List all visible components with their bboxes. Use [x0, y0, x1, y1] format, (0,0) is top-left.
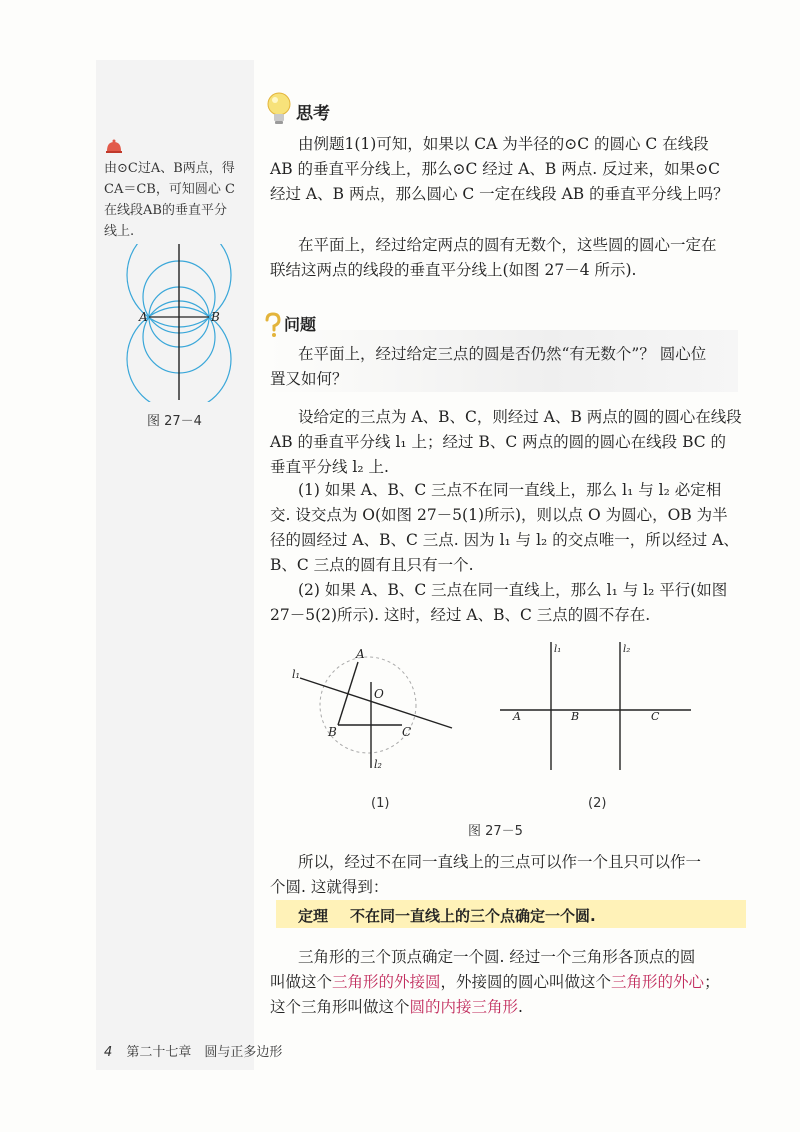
question-mark-icon — [262, 312, 284, 340]
term-circumcenter: 三角形的外心 — [611, 973, 705, 991]
text-line: B、C 三点的圆有且只有一个. — [270, 556, 474, 574]
paragraph-1 — [270, 233, 768, 283]
term-inscribed-triangle: 圆的内接三角形 — [409, 998, 519, 1016]
problem-heading: 问题 — [284, 315, 317, 334]
theorem-text: 不在同一直线上的三个点确定一个圆. — [350, 907, 596, 925]
paragraph-6 — [270, 945, 768, 1020]
paragraph-2 — [270, 405, 768, 480]
term-circumcircle: 三角形的外接圆 — [332, 973, 441, 991]
text-line: 三角形的三个顶点确定一个圆. 经过一个三角形各顶点的圆 — [298, 948, 696, 966]
point-label-b: B — [211, 310, 220, 324]
point-label-o: O — [374, 687, 384, 701]
text-line: 设给定的三点为 A、B、C，则经过 A、B 两点的圆的圆心在线段 — [298, 408, 742, 426]
text-line — [270, 970, 768, 995]
text-run: ； — [704, 973, 720, 991]
sidebar-note-line: 线上. — [104, 224, 135, 239]
paragraph-4 — [270, 578, 768, 628]
figure-27-5-caption: 图 27－5 — [468, 824, 523, 839]
alarm-bell-icon — [104, 138, 124, 154]
theorem-label: 定理 — [298, 907, 329, 925]
text-line: AB 的垂直平分线上，那么⊙C 经过 A、B 两点. 反过来，如果⊙C — [270, 160, 720, 178]
label-l2: l₂ — [623, 644, 631, 655]
text-run: . — [518, 998, 523, 1016]
text-line: 27－5(2)所示). 这时，经过 A、B、C 三点的圆不存在. — [270, 606, 651, 624]
paragraph-3 — [270, 478, 768, 578]
text-line — [270, 995, 768, 1020]
paragraph-5 — [270, 850, 768, 900]
text-line: 在平面上，经过给定三点的圆是否仍然“有无数个”？ 圆心位 — [298, 345, 707, 363]
page-footer — [104, 1041, 282, 1060]
text-line: 经过 A、B 两点，那么圆心 C 一定在线段 AB 的垂直平分线上吗？ — [270, 185, 729, 203]
point-label-c: C — [651, 710, 660, 723]
text-line: 在平面上，经过给定两点的圆有无数个，这些圆的圆心一定在 — [298, 236, 717, 254]
text-run: 叫做这个 — [270, 973, 333, 991]
figure-27-5-left — [290, 640, 470, 780]
chapter-title: 第二十七章 圆与正多边形 — [126, 1045, 283, 1060]
sidebar-note-line: CA＝CB，可知圆心 C — [104, 182, 235, 197]
problem-paragraph — [270, 342, 768, 392]
text-line: 所以，经过不在同一直线上的三点可以作一个且只可以作一 — [298, 853, 702, 871]
think-heading: 思考 — [296, 104, 330, 124]
figure-27-4-caption: 图 27－4 — [147, 414, 202, 429]
point-label-a: A — [139, 310, 148, 324]
label-l2: l₂ — [374, 758, 382, 771]
text-line: AB 的垂直平分线 l₁ 上；经过 B、C 两点的圆的圆心在线段 BC 的 — [270, 433, 727, 451]
text-line: 联结这两点的线段的垂直平分线上(如图 27－4 所示). — [270, 261, 637, 279]
segment-ab — [338, 662, 358, 725]
text-line: (1) 如果 A、B、C 三点不在同一直线上，那么 l₁ 与 l₂ 必定相 — [298, 481, 722, 499]
text-line: 个圆. 这就得到： — [270, 878, 389, 896]
sidebar-note-line: 在线段AB的垂直平分 — [104, 203, 227, 218]
text-line: 径的圆经过 A、B、C 三点. 因为 l₁ 与 l₂ 的交点唯一，所以经过 A、 — [270, 531, 739, 549]
point-label-a: A — [356, 647, 365, 661]
lightbulb-icon — [262, 90, 296, 126]
figure-sub-caption-1: (1) — [371, 796, 390, 811]
label-l1: l₁ — [554, 644, 562, 655]
figure-sub-caption-2: (2) — [588, 796, 607, 811]
think-paragraph — [270, 132, 748, 207]
sidebar-note — [104, 158, 252, 242]
point-label-b: B — [571, 710, 580, 723]
label-l1: l₁ — [292, 668, 300, 681]
sidebar-note-line: 由⊙C过A、B两点，得 — [104, 161, 235, 176]
figure-27-5-right — [495, 640, 695, 772]
text-line: 交. 设交点为 O(如图 27－5(1)所示)，则以点 O 为圆心，OB 为半 — [270, 506, 728, 524]
point-label-c: C — [402, 725, 412, 739]
text-line: 垂直平分线 l₂ 上. — [270, 458, 389, 476]
text-line: (2) 如果 A、B、C 三点在同一直线上，那么 l₁ 与 l₂ 平行(如图 — [298, 581, 728, 599]
text-line: 置又如何？ — [270, 370, 348, 388]
figure-27-4 — [104, 244, 254, 402]
point-label-a: A — [513, 710, 521, 723]
point-label-b: B — [328, 725, 337, 739]
text-run: 这个三角形叫做这个 — [270, 998, 410, 1016]
text-line: 由例题1(1)可知，如果以 CA 为半径的⊙C 的圆心 C 在线段 — [298, 135, 709, 153]
page-number: 4 — [104, 1045, 113, 1060]
text-run: ，外接圆的圆心叫做这个 — [440, 973, 612, 991]
